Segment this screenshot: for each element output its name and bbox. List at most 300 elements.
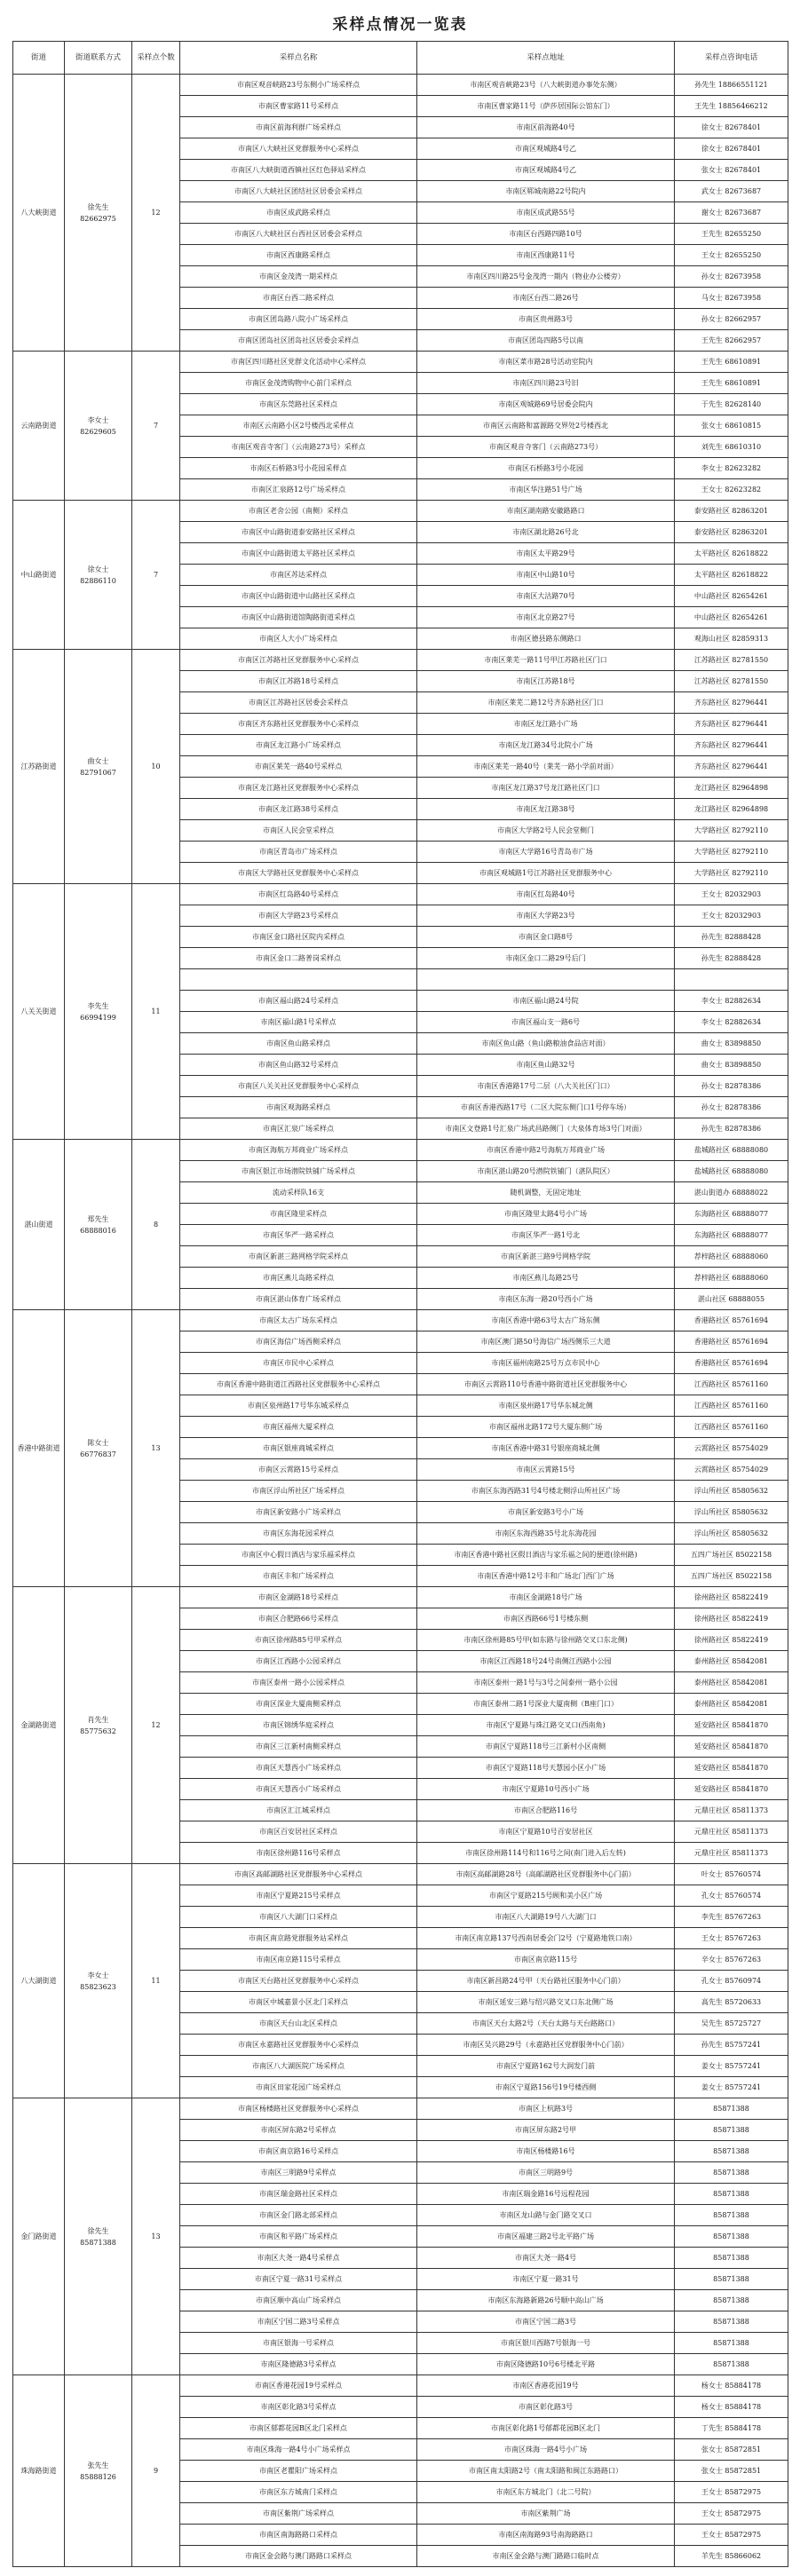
point-name-cell: 市南区云霄路15号采样点	[180, 1459, 417, 1481]
point-address-cell: 市南区云霄路110号香港中路街道社区党群服务中心	[417, 1374, 675, 1395]
point-name-cell: 市南区中城嘉景小区北门采样点	[180, 1992, 417, 2013]
point-name-cell: 市南区苏达采样点	[180, 565, 417, 586]
point-address-cell: 市南区宁夏路10号百安居社区	[417, 1821, 675, 1843]
street-name-cell: 香港中路街道	[13, 1310, 65, 1587]
point-address-cell: 市南区福山支一路6号	[417, 1012, 675, 1033]
point-phone-cell: 江苏路社区 82781550	[675, 650, 788, 671]
point-address-cell: 市南区燕儿岛路25号	[417, 1268, 675, 1289]
point-name-cell: 市南区瑞金路社区采样点	[180, 2184, 417, 2205]
contact-phone: 85871388	[80, 2238, 116, 2247]
point-name-cell: 市南区鱼山路采样点	[180, 1033, 417, 1055]
point-phone-cell: 李先生 85767263	[675, 1907, 788, 1928]
street-name-cell: 八大峡街道	[13, 75, 65, 352]
point-phone-cell: 东海路社区 68888077	[675, 1225, 788, 1246]
street-name-cell: 金湖路街道	[13, 1587, 65, 1864]
point-name-cell: 市南区香港中路街道江西路社区党群服务中心采样点	[180, 1374, 417, 1395]
point-name-cell: 市南区老瞿阳广场采样点	[180, 2461, 417, 2482]
street-contact-cell	[65, 1310, 132, 1587]
point-name-cell: 市南区成武路采样点	[180, 202, 417, 224]
contact-name: 李女士	[87, 1971, 109, 1979]
point-address-cell: 市南区徐州路114号和116号之间(南门进入后左转)	[417, 1843, 675, 1864]
point-phone-cell: 85871388	[675, 2162, 788, 2184]
point-address-cell: 市南区云霄路15号	[417, 1459, 675, 1481]
point-address-cell: 市南区延安三路与绍兴路交叉口东北侧广场	[417, 1992, 675, 2013]
point-address-cell: 市南区莱芜一路40号（莱芜一路小学前对面）	[417, 756, 675, 778]
street-name-cell: 湛山街道	[13, 1140, 65, 1310]
point-phone-cell: 泰安路社区 82863201	[675, 501, 788, 522]
point-address-cell: 市南区湖北路26号北	[417, 522, 675, 543]
point-count-cell: 11	[132, 1864, 180, 2098]
point-phone-cell: 泰州路社区 85842081	[675, 1694, 788, 1715]
point-name-cell: 市南区浮山所社区广场采样点	[180, 1481, 417, 1502]
point-address-cell: 市南区鱼山路32号	[417, 1055, 675, 1076]
point-address-cell: 市南区新湛三路9号网格学院	[417, 1246, 675, 1268]
point-phone-cell: 张女士 68610815	[675, 415, 788, 437]
point-phone-cell: 盐城路社区 68888080	[675, 1140, 788, 1161]
point-address-cell: 市南区江苏路18号	[417, 671, 675, 692]
point-name-cell: 市南区中山路街道中山路社区采样点	[180, 586, 417, 607]
point-name-cell: 市南区八大峡街道西镇社区红色驿站采样点	[180, 160, 417, 181]
point-address-cell	[417, 969, 675, 991]
point-name-cell: 市南区江西路小公园采样点	[180, 1651, 417, 1672]
point-address-cell: 市南区隆德路10号6号楼北平路	[417, 2354, 675, 2375]
contact-phone: 82886110	[80, 576, 116, 585]
point-phone-cell: 元鼎庄社区 85811373	[675, 1821, 788, 1843]
point-name-cell: 市南区天台路社区党群服务中心采样点	[180, 1971, 417, 1992]
point-phone-cell: 85871388	[675, 2248, 788, 2269]
contact-name: 李女士	[87, 415, 109, 424]
point-phone-cell: 浮山所社区 85805632	[675, 1523, 788, 1545]
point-address-cell: 市南区三明路9号	[417, 2162, 675, 2184]
point-name-cell: 市南区莱芜一路40号采样点	[180, 756, 417, 778]
point-name-cell: 市南区齐东路社区党群服务中心采样点	[180, 714, 417, 735]
point-name-cell: 市南区江苏路社区党群服务中心采样点	[180, 650, 417, 671]
point-address-cell: 市南区南京路137号西南居委会门2号（宁夏路地铁口南）	[417, 1928, 675, 1949]
point-phone-cell: 徐州路社区 85822419	[675, 1608, 788, 1630]
point-name-cell: 市南区南海路路口采样点	[180, 2525, 417, 2546]
street-contact-cell	[65, 1587, 132, 1864]
point-address-cell: 市南区团岛四路5号以南	[417, 330, 675, 352]
contact-phone: 68888016	[80, 1226, 116, 1235]
point-address-cell: 市南区南太阳路2号（南太阳路和闽江东路路口）	[417, 2461, 675, 2482]
point-name-cell: 市南区东方城南门采样点	[180, 2482, 417, 2503]
point-name-cell: 市南区泉州路17号华东城采样点	[180, 1395, 417, 1417]
point-name-cell: 市南区中山路街道泰安路社区采样点	[180, 522, 417, 543]
point-address-cell: 市南区郓城南路22号院内	[417, 181, 675, 202]
point-name-cell: 市南区金茂湾购物中心前门采样点	[180, 373, 417, 394]
point-phone-cell: 85871388	[675, 2120, 788, 2141]
point-address-cell: 市南区前海路40号	[417, 117, 675, 138]
point-phone-cell: 李女士 82882634	[675, 1012, 788, 1033]
point-phone-cell: 泰州路社区 85842081	[675, 1672, 788, 1694]
point-address-cell: 市南区宁夏路156号19号楼西侧	[417, 2077, 675, 2098]
contact-name: 肖先生	[87, 1715, 109, 1724]
contact-phone: 66994199	[80, 1013, 116, 1022]
point-address-cell: 市南区吴兴路29号（永嘉路社区党群服务中心门前）	[417, 2035, 675, 2056]
point-phone-cell: 云霄路社区 85754029	[675, 1459, 788, 1481]
point-name-cell: 市南区观海路采样点	[180, 1097, 417, 1118]
street-contact-cell	[65, 884, 132, 1140]
point-name-cell: 市南区市民中心采样点	[180, 1353, 417, 1374]
street-contact-cell	[65, 2375, 132, 2567]
point-address-cell: 市南区泰州二路1号深业大厦南侧（B座门口）	[417, 1694, 675, 1715]
street-name-cell: 八关关街道	[13, 884, 65, 1140]
point-phone-cell: 辛女士 85767263	[675, 1949, 788, 1971]
point-count-cell: 7	[132, 352, 180, 501]
point-phone-cell: 龙江路社区 82964898	[675, 799, 788, 820]
point-name-cell: 市南区龙江路小广场采样点	[180, 735, 417, 756]
point-address-cell: 市南区宁夏一路31号	[417, 2269, 675, 2290]
table-row	[13, 1310, 788, 1331]
table-row	[13, 650, 788, 671]
point-address-cell: 市南区福建三路2号北平路广场	[417, 2226, 675, 2248]
point-address-cell: 市南区德县路东侧路口	[417, 628, 675, 650]
point-address-cell: 市南区鱼山路（鱼山路粮油食品店对面）	[417, 1033, 675, 1055]
point-address-cell: 市南区华严一路1号北	[417, 1225, 675, 1246]
point-name-cell: 市南区西康路采样点	[180, 245, 417, 266]
point-phone-cell: 85871388	[675, 2226, 788, 2248]
point-phone-cell: 盐城路社区 68888080	[675, 1161, 788, 1182]
point-phone-cell: 孙女士 82673958	[675, 266, 788, 288]
point-name-cell: 市南区中山路街道太平路社区采样点	[180, 543, 417, 565]
point-address-cell: 市南区中山路10号	[417, 565, 675, 586]
point-name-cell: 市南区龙江路社区党群服务中心采样点	[180, 778, 417, 799]
point-phone-cell: 东海路社区 68888077	[675, 1204, 788, 1225]
point-phone-cell: 齐东路社区 82796441	[675, 735, 788, 756]
point-address-cell: 市南区湛山路20号潜院铁铺门（湛队院区）	[417, 1161, 675, 1182]
street-contact-cell	[65, 352, 132, 501]
point-name-cell: 市南区四川路社区党群文化活动中心采样点	[180, 352, 417, 373]
point-phone-cell: 张女士 85872851	[675, 2439, 788, 2461]
point-phone-cell: 江西路社区 85761160	[675, 1417, 788, 1438]
point-name-cell: 市南区东莞路社区采样点	[180, 394, 417, 415]
point-address-cell: 市南区宁国二路3号	[417, 2311, 675, 2333]
point-name-cell: 市南区观音峡路23号东侧小广场采样点	[180, 75, 417, 96]
point-phone-cell: 湛山街道办 68888022	[675, 1182, 788, 1204]
header-point-address: 采样点地址	[417, 42, 675, 75]
point-phone-cell: 王先生 68610891	[675, 373, 788, 394]
point-name-cell: 市南区大尧一路4号采样点	[180, 2248, 417, 2269]
point-phone-cell: 李女士 82623282	[675, 458, 788, 479]
point-phone-cell: 王女士 85767263	[675, 1928, 788, 1949]
point-phone-cell: 孙女士 82662957	[675, 309, 788, 330]
point-name-cell: 市南区八大湖医院广场采样点	[180, 2056, 417, 2077]
point-address-cell: 市南区石桥路3号小花园	[417, 458, 675, 479]
point-name-cell: 市南区鱼山路32号采样点	[180, 1055, 417, 1076]
point-address-cell: 市南区新昌路24号甲（天台路社区服务中心门前）	[417, 1971, 675, 1992]
point-phone-cell: 孙先生 82888428	[675, 948, 788, 969]
table-row	[13, 352, 788, 373]
contact-name: 郑先生	[87, 1214, 109, 1223]
point-phone-cell: 刘先生 68610310	[675, 437, 788, 458]
point-name-cell: 市南区彰化路3号采样点	[180, 2397, 417, 2418]
point-name-cell: 市南区太古广场东采样点	[180, 1310, 417, 1331]
point-name-cell: 市南区大学路23号采样点	[180, 905, 417, 927]
point-address-cell: 市南区隆里太路4号小广场	[417, 1204, 675, 1225]
street-name-cell: 八大湖街道	[13, 1864, 65, 2098]
point-phone-cell: 孔女士 85760974	[675, 1971, 788, 1992]
point-name-cell: 市南区徐州路85号甲采样点	[180, 1630, 417, 1651]
point-name-cell: 市南区宁国二路3号采样点	[180, 2311, 417, 2333]
point-name-cell: 流动采样队16支	[180, 1182, 417, 1204]
point-name-cell: 市南区龙江路38号采样点	[180, 799, 417, 820]
point-name-cell: 市南区珠海一路4号小广场采样点	[180, 2439, 417, 2461]
contact-name: 李先生	[87, 1001, 109, 1010]
point-name-cell: 市南区隆德路3号采样点	[180, 2354, 417, 2375]
street-name-cell: 珠海路街道	[13, 2375, 65, 2567]
point-phone-cell: 85871388	[675, 2333, 788, 2354]
point-name-cell: 市南区团岛路八院小广场采样点	[180, 309, 417, 330]
point-name-cell: 市南区金口二路普岗采样点	[180, 948, 417, 969]
point-name-cell: 市南区金口路社区院内采样点	[180, 927, 417, 948]
street-contact-cell	[65, 2098, 132, 2375]
contact-name: 徐女士	[87, 565, 109, 573]
point-address-cell: 市南区香港花园19号	[417, 2375, 675, 2397]
point-phone-cell: 王女士 85872975	[675, 2503, 788, 2525]
point-name-cell: 市南区天慧西小广场采样点	[180, 1758, 417, 1779]
point-address-cell: 市南区莱芜二路12号齐东路社区门口	[417, 692, 675, 714]
street-contact-cell	[65, 650, 132, 884]
point-address-cell: 市南区大沽路70号	[417, 586, 675, 607]
point-address-cell: 市南区金湖路18号广场	[417, 1587, 675, 1608]
point-name-cell: 市南区江苏路社区居委会采样点	[180, 692, 417, 714]
street-name-cell: 金门路街道	[13, 2098, 65, 2375]
point-phone-cell: 王女士 82032903	[675, 884, 788, 905]
point-name-cell: 市南区观音寺客门（云南路273号）采样点	[180, 437, 417, 458]
point-name-cell: 市南区三江新村南侧采样点	[180, 1736, 417, 1758]
point-count-cell: 7	[132, 501, 180, 650]
point-phone-cell: 85871388	[675, 2141, 788, 2162]
point-name-cell: 市南区屏东路2号采样点	[180, 2120, 417, 2141]
point-address-cell: 市南区东海西路35号北东海花园	[417, 1523, 675, 1545]
point-phone-cell: 杨女士 85884178	[675, 2375, 788, 2397]
point-address-cell: 市南区宁夏路162号大润发门前	[417, 2056, 675, 2077]
point-name-cell: 市南区银座商城采样点	[180, 1438, 417, 1459]
point-name-cell: 市南区南京路115号采样点	[180, 1949, 417, 1971]
point-name-cell: 市南区海航万邦商业广场采样点	[180, 1140, 417, 1161]
point-phone-cell: 王先生 68610891	[675, 352, 788, 373]
point-name-cell: 市南区金会路与澳门路路口采样点	[180, 2546, 417, 2567]
point-phone-cell: 荐梓路社区 68888060	[675, 1246, 788, 1268]
header-street: 街道	[13, 42, 65, 75]
point-name-cell: 市南区中心假日酒店与家乐福采样点	[180, 1545, 417, 1566]
point-name-cell: 市南区隆里采样点	[180, 1204, 417, 1225]
point-name-cell: 市南区中山路街道馆陶路街道采样点	[180, 607, 417, 628]
point-phone-cell: 齐东路社区 82796441	[675, 692, 788, 714]
point-address-cell: 市南区新安路3号小广场	[417, 1502, 675, 1523]
point-phone-cell: 大学路社区 82792110	[675, 842, 788, 863]
point-name-cell: 市南区锦绣华庭采样点	[180, 1715, 417, 1736]
point-phone-cell: 李女士 82882634	[675, 991, 788, 1012]
point-name-cell: 市南区丰和广场采样点	[180, 1566, 417, 1587]
point-address-cell: 市南区八大湖路19号八大湖门口	[417, 1907, 675, 1928]
point-name-cell: 市南区燕儿岛路采样点	[180, 1268, 417, 1289]
point-count-cell: 8	[132, 1140, 180, 1310]
table-row	[13, 1140, 788, 1161]
point-name-cell: 市南区香港花园19号采样点	[180, 2375, 417, 2397]
point-address-cell: 市南区莱芜一路11号甲江苏路社区门口	[417, 650, 675, 671]
point-address-cell: 市南区宁夏路与珠江路交叉口(西南角)	[417, 1715, 675, 1736]
point-phone-cell: 江西路社区 85761160	[675, 1374, 788, 1395]
contact-name: 陈女士	[87, 1438, 109, 1447]
point-name-cell: 市南区紫荆广场采样点	[180, 2503, 417, 2525]
point-phone-cell: 徐女士 82678401	[675, 117, 788, 138]
point-address-cell: 市南区龙江路37号龙江路社区门口	[417, 778, 675, 799]
contact-name: 徐先生	[87, 202, 109, 211]
point-count-cell: 13	[132, 1310, 180, 1587]
point-phone-cell: 延安路社区 85841870	[675, 1779, 788, 1800]
point-phone-cell: 王女士 82032903	[675, 905, 788, 927]
point-count-cell: 11	[132, 884, 180, 1140]
point-phone-cell: 徐州路社区 85822419	[675, 1630, 788, 1651]
point-phone-cell: 延安路社区 85841870	[675, 1715, 788, 1736]
point-address-cell: 市南区成武路55号	[417, 202, 675, 224]
point-name-cell: 市南区深业大厦南侧采样点	[180, 1694, 417, 1715]
point-phone-cell: 姜女士 85757241	[675, 2056, 788, 2077]
point-address-cell: 市南区天台太路2号（天台太路与天台路路口）	[417, 2013, 675, 2035]
point-name-cell: 市南区八大峡社区党群服务中心采样点	[180, 138, 417, 160]
point-address-cell: 市南区宁夏路118号三江新村小区南侧	[417, 1736, 675, 1758]
point-name-cell: 市南区东海花园采样点	[180, 1523, 417, 1545]
point-address-cell: 市南区四川路25号金茂湾一期内（物业办公楼旁）	[417, 266, 675, 288]
point-count-cell: 10	[132, 650, 180, 884]
table-row	[13, 2375, 788, 2397]
point-phone-cell: 延安路社区 85841870	[675, 1736, 788, 1758]
point-name-cell: 市南区天台山北区采样点	[180, 2013, 417, 2035]
contact-phone: 66776837	[80, 1450, 116, 1458]
point-phone-cell: 孔女士 85760574	[675, 1885, 788, 1907]
point-phone-cell: 孙先生 82878386	[675, 1118, 788, 1140]
page-title: 采样点情况一览表	[332, 16, 468, 34]
point-name-cell: 市南区湛山体育广场采样点	[180, 1289, 417, 1310]
point-address-cell: 市南区南京路115号	[417, 1949, 675, 1971]
point-name-cell: 市南区曹家路11号采样点	[180, 96, 417, 117]
point-phone-cell: 五四广场社区 85022158	[675, 1545, 788, 1566]
point-phone-cell: 延安路社区 85841870	[675, 1758, 788, 1779]
point-address-cell: 市南区泉州路17号华东城北侧	[417, 1395, 675, 1417]
point-name-cell: 市南区汇江城采样点	[180, 1800, 417, 1821]
point-name-cell: 市南区大学路社区党群服务中心采样点	[180, 863, 417, 884]
point-address-cell: 市南区合肥路116号	[417, 1800, 675, 1821]
point-address-cell: 市南区南海路93号南海路路口	[417, 2525, 675, 2546]
point-name-cell: 市南区南京路党群服务站采样点	[180, 1928, 417, 1949]
table-row	[13, 2098, 788, 2120]
point-phone-cell: 吴先生 85725727	[675, 2013, 788, 2035]
contact-phone: 85823623	[80, 1982, 116, 1991]
point-phone-cell: 大学路社区 82792110	[675, 863, 788, 884]
point-address-cell: 市南区瑞金路16号远程花园	[417, 2184, 675, 2205]
point-address-cell: 市南区台西路四路10号	[417, 224, 675, 245]
point-address-cell: 市南区福州北路172号大厦东侧广场	[417, 1417, 675, 1438]
street-name-cell: 云南路街道	[13, 352, 65, 501]
street-contact-cell	[65, 1140, 132, 1310]
point-name-cell: 市南区宁夏一路31号采样点	[180, 2269, 417, 2290]
point-name-cell: 市南区福州大厦采样点	[180, 1417, 417, 1438]
point-address-cell: 市南区澳门路50号海信广场西侧乐三大道	[417, 1331, 675, 1353]
point-phone-cell: 香港路社区 85761694	[675, 1331, 788, 1353]
point-phone-cell: 大学路社区 82792110	[675, 820, 788, 842]
point-address-cell: 市南区红岛路40号	[417, 884, 675, 905]
point-phone-cell: 齐东路社区 82796441	[675, 714, 788, 735]
point-address-cell: 市南区文登路1号汇泉广场武昌路侧门（大泉体育场3号门对面）	[417, 1118, 675, 1140]
point-phone-cell: 丁先生 85884178	[675, 2418, 788, 2439]
point-phone-cell: 荐梓路社区 68888060	[675, 1268, 788, 1289]
point-address-cell: 市南区北京路27号	[417, 607, 675, 628]
street-name-cell: 江苏路街道	[13, 650, 65, 884]
point-address-cell: 市南区台西二路26号	[417, 288, 675, 309]
point-address-cell: 市南区江西路18号24号南侧江西路小公园	[417, 1651, 675, 1672]
point-phone-cell: 江苏路社区 82781550	[675, 671, 788, 692]
point-phone-cell: 齐东路社区 82796441	[675, 756, 788, 778]
street-name-cell: 中山路街道	[13, 501, 65, 650]
point-phone-cell: 85871388	[675, 2205, 788, 2226]
point-phone-cell: 龙江路社区 82964898	[675, 778, 788, 799]
point-name-cell: 市南区金茂湾一期采样点	[180, 266, 417, 288]
point-phone-cell: 85871388	[675, 2098, 788, 2120]
point-count-cell: 12	[132, 1587, 180, 1864]
point-address-cell: 市南区香港中路63号太古广场东侧	[417, 1310, 675, 1331]
point-phone-cell: 85871388	[675, 2269, 788, 2290]
point-name-cell: 市南区石桥路3号小花园采样点	[180, 458, 417, 479]
point-name-cell: 市南区青岛市广场采样点	[180, 842, 417, 863]
point-address-cell: 市南区大尧一路4号	[417, 2248, 675, 2269]
point-name-cell: 市南区人民会堂采样点	[180, 820, 417, 842]
point-phone-cell: 王先生 18856466212	[675, 96, 788, 117]
point-phone-cell: 张女士 85872851	[675, 2461, 788, 2482]
contact-name: 曲女士	[87, 756, 109, 765]
contact-name: 张先生	[87, 2461, 109, 2469]
point-name-cell: 市南区云南路小区2号楼西北采样点	[180, 415, 417, 437]
point-phone-cell: 江西路社区 85761160	[675, 1395, 788, 1417]
contact-phone: 82791067	[80, 768, 116, 777]
point-phone-cell: 85871388	[675, 2184, 788, 2205]
point-name-cell: 市南区福山路1号采样点	[180, 1012, 417, 1033]
point-address-cell: 市南区宁夏路215号顾和美小区广场	[417, 1885, 675, 1907]
point-phone-cell: 王女士 82655250	[675, 245, 788, 266]
point-name-cell: 市南区海信广场西侧采样点	[180, 1331, 417, 1353]
point-address-cell: 市南区四川路23号旧	[417, 373, 675, 394]
point-phone-cell: 湛山社区 68888055	[675, 1289, 788, 1310]
point-name-cell: 市南区汇泉广场采样点	[180, 1118, 417, 1140]
point-name-cell: 市南区八大峡社区台西社区居委会采样点	[180, 224, 417, 245]
point-address-cell: 市南区徐州路85号甲(如东路与徐州路交叉口东北侧)	[417, 1630, 675, 1651]
point-name-cell: 市南区金湖路18号采样点	[180, 1587, 417, 1608]
point-address-cell: 市南区屏东路2号甲	[417, 2120, 675, 2141]
point-address-cell: 市南区东海一路20号西小广场	[417, 1289, 675, 1310]
point-phone-cell: 叶女士 85760574	[675, 1864, 788, 1885]
point-phone-cell: 泰州路社区 85842081	[675, 1651, 788, 1672]
point-address-cell: 市南区西路66号1号楼东侧	[417, 1608, 675, 1630]
point-name-cell: 市南区和平路广场采样点	[180, 2226, 417, 2248]
point-address-cell: 市南区香港路17号二层（八大关社区门口）	[417, 1076, 675, 1097]
point-phone-cell: 85871388	[675, 2311, 788, 2333]
point-address-cell: 市南区金口路8号	[417, 927, 675, 948]
point-phone-cell: 姜女士 85757241	[675, 2077, 788, 2098]
point-address-cell: 随机调整，无固定地址	[417, 1182, 675, 1204]
point-address-cell: 市南区西康路11号	[417, 245, 675, 266]
point-name-cell: 市南区团岛社区团岛社区居委会采样点	[180, 330, 417, 352]
point-phone-cell: 香港路社区 85761694	[675, 1353, 788, 1374]
point-name-cell: 市南区合肥路66号采样点	[180, 1608, 417, 1630]
point-phone-cell: 王女士 82623282	[675, 479, 788, 501]
point-phone-cell: 浮山所社区 85805632	[675, 1481, 788, 1502]
point-address-cell: 市南区龙江路38号	[417, 799, 675, 820]
contact-phone: 82662975	[80, 214, 116, 223]
point-address-cell: 市南区观城路69号居委会院内	[417, 394, 675, 415]
point-name-cell: 市南区八大湖门口采样点	[180, 1907, 417, 1928]
table-header-row	[13, 42, 788, 75]
point-phone-cell: 中山路社区 82654261	[675, 586, 788, 607]
